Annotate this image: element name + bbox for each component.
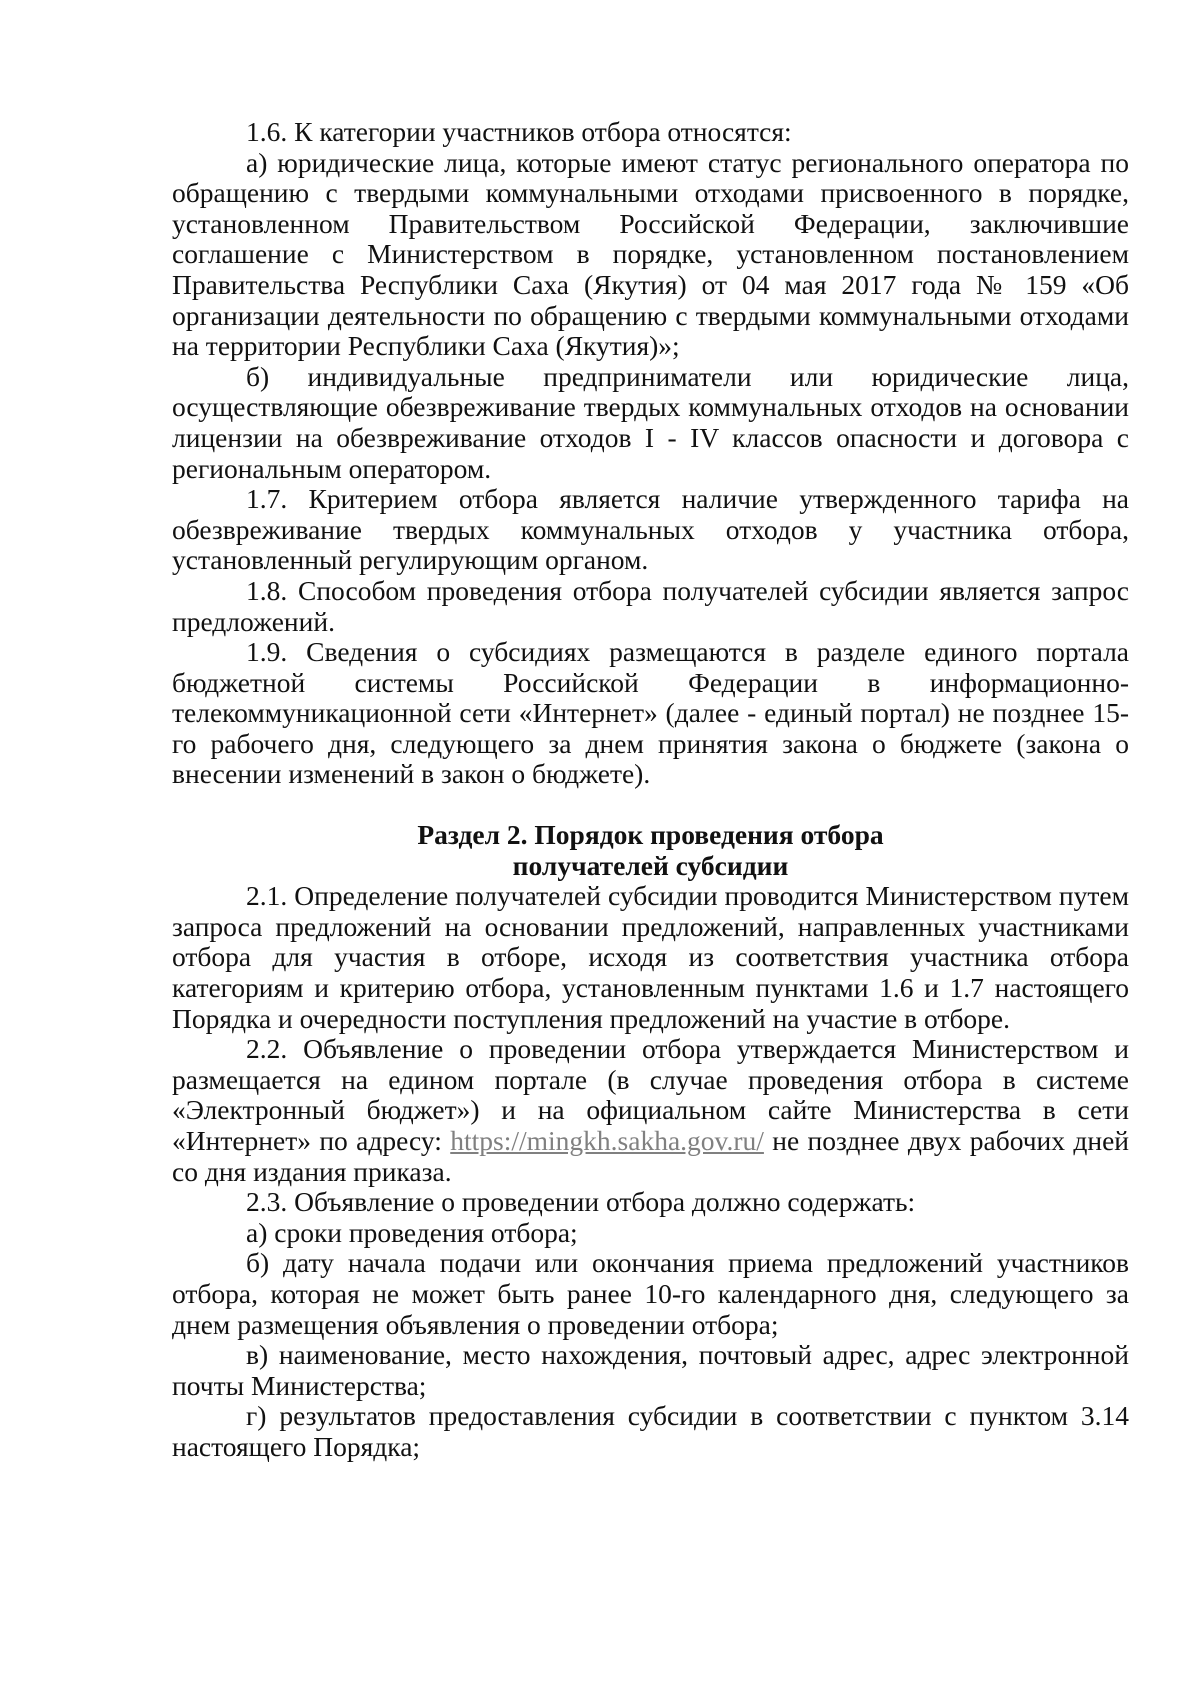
paragraph-2-3-b: б) дату начала подачи или окончания приема предложений участников отбора, которая не может быть ранее 10-го календарного дня, следующего за днем размещения объявления о проведении отбора;	[172, 1247, 1129, 1340]
paragraph-2-3: 2.3. Объявление о проведении отбора должно содержать:	[246, 1186, 916, 1218]
paragraph-1-7: 1.7. Критерием отбора является наличие утвержденного тарифа на обезвреживание твердых коммунальных отходов у участника отбора, установленный регулирующим органом.	[172, 483, 1129, 576]
paragraph-1-8: 1.8. Способом проведения отбора получателей субсидии является запрос предложений.	[172, 574, 1129, 637]
paragraph-2-2-text-start: 2.2. Объявление о проведении отбора утверждается Министерством и размещается на едином портале (в случае проведения отбора в системе «Электронный бюджет») и на официальном сайте Министерства в сети «Интернет» по адресу:	[172, 1033, 1129, 1156]
paragraph-2-3-v: в) наименование, место нахождения, почтовый адрес, адрес электронной почты Министерства;	[172, 1339, 1129, 1401]
section-2-heading	[172, 820, 1129, 881]
section-heading-line-1: Раздел 2. Порядок проведения отбора	[417, 819, 884, 851]
paragraph-1-6: 1.6. К категории участников отбора относятся:	[246, 116, 792, 147]
paragraph-2-2	[172, 1034, 1129, 1187]
paragraph-2-3-a: а) сроки проведения отбора;	[246, 1216, 578, 1248]
document-body	[172, 117, 1129, 1463]
paragraph-2-1: 2.1. Определение получателей субсидии проводится Министерством путем запроса предложений на основании предложений, направленных участниками отбора для участия в отборе, исходя из соответствия участника отбора категориям и критерию отбора, установленным пунктами 1.6 и 1.7 настоящего Порядка и очередности поступления предложений на участие в отборе.	[172, 880, 1129, 1034]
paragraph-1-6-a: а) юридические лица, которые имеют статус регионального оператора по обращению с твердыми коммунальными отходами присвоенного в порядке, установленном Правительством Российской Федерации, заключившие соглашение с Министерством в порядке, установленном постановлением Правительства Республики Саха (Якутия) от 04 мая 2017 года № 159 «Об организации деятельности по обращению с твердыми коммунальными отходами на территории Республики Саха (Якутия)»;	[172, 146, 1129, 362]
paragraph-1-6-b: б) индивидуальные предприниматели или юридические лица, осуществляющие обезвреживание твердых коммунальных отходов на основании лицензии на обезвреживание отходов I - IV классов опасности и договора с региональным оператором.	[172, 360, 1129, 484]
ministry-website-link[interactable]: https://mingkh.sakha.gov.ru/	[450, 1125, 764, 1156]
paragraph-2-3-g: г) результатов предоставления субсидии в соответствии с пунктом 3.14 настоящего Порядка;	[172, 1400, 1129, 1462]
paragraph-1-9: 1.9. Сведения о субсидиях размещаются в разделе единого портала бюджетной системы Российской Федерации в информационно-телекоммуникационной сети «Интернет» (далее - единый портал) не позднее 15-го рабочего дня, следующего за днем принятия закона о бюджете (закона о внесении изменений в закон о бюджете).	[172, 636, 1129, 790]
section-heading-line-2: получателей субсидии	[512, 849, 789, 881]
paragraph-2-2-text-end: не позднее двух рабочих дней со дня издания приказа.	[172, 1125, 1130, 1187]
